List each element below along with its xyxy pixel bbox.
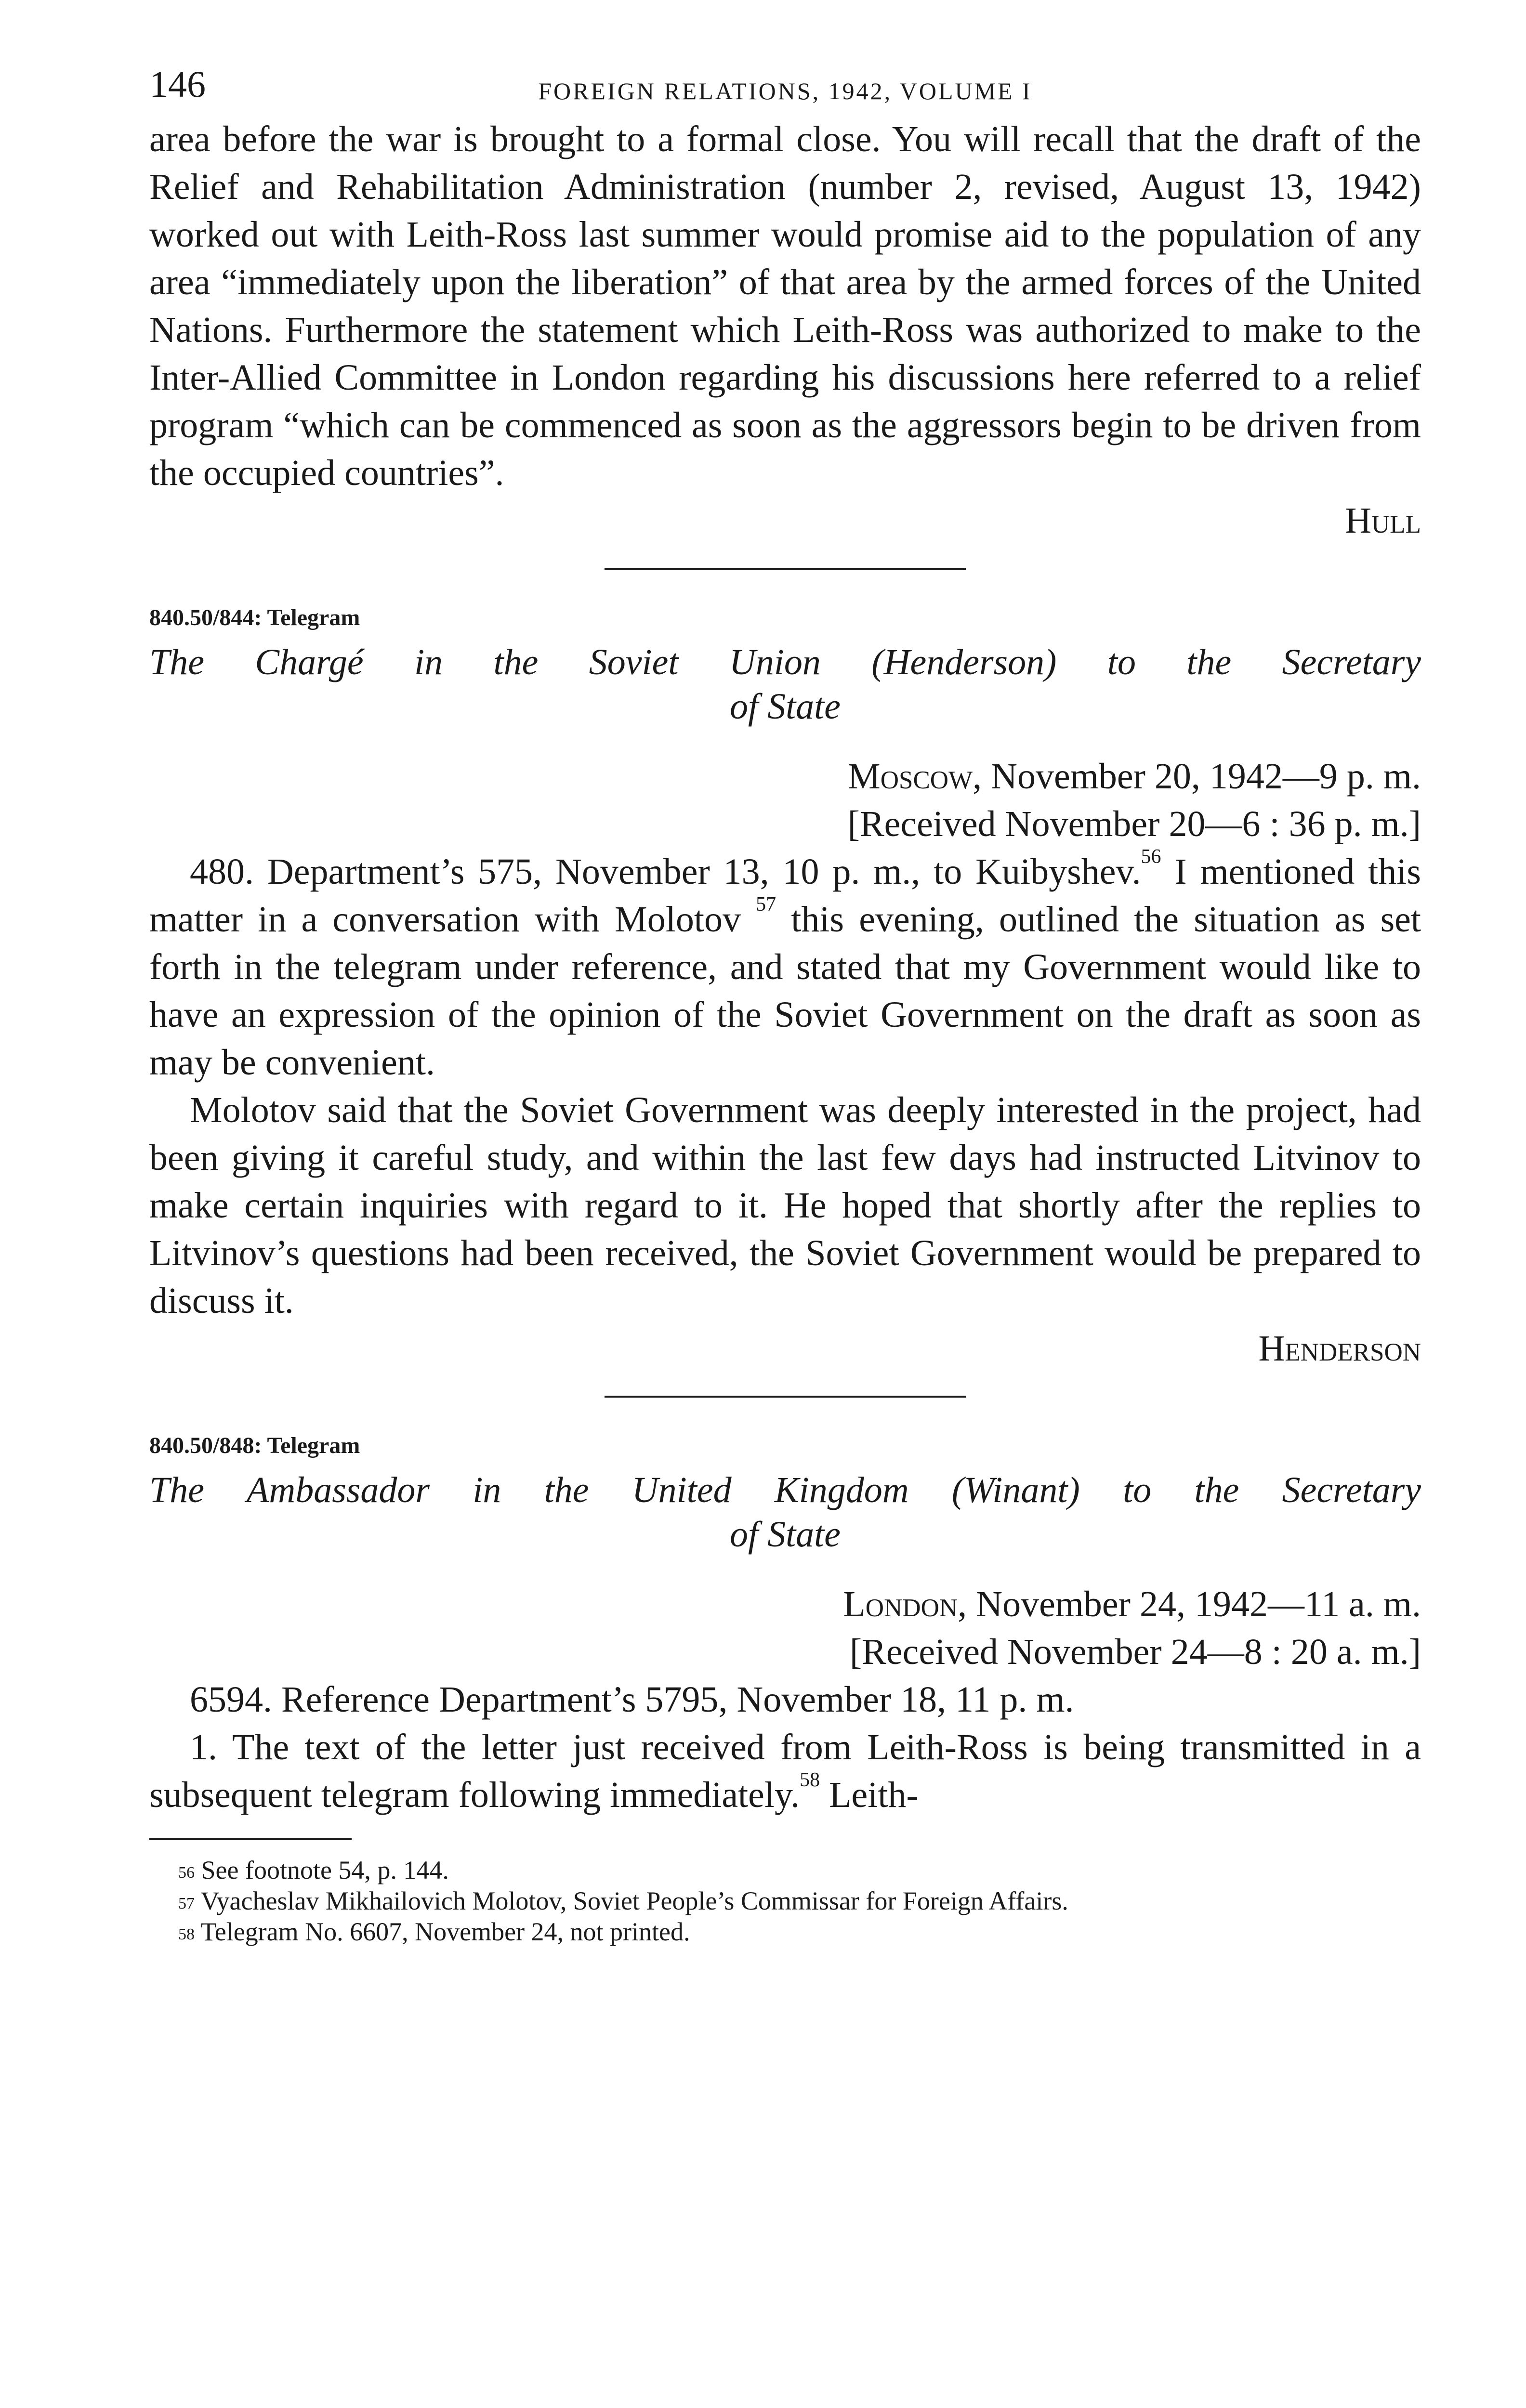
doc2-p2-before: 1. The text of the letter just received from Leith-Ross is being transmitted in a subsequent telegram following immediately.	[149, 1727, 1421, 1815]
footnote-divider	[149, 1838, 352, 1840]
footnote-text: See footnote 54, p. 144.	[201, 1856, 449, 1885]
doc1-file-number: 840.50/844	[149, 605, 254, 630]
doc2-file-reference	[149, 1426, 1421, 1465]
doc2-heading-line1: The Ambassador in the United Kingdom (Winant) to the Secretary	[149, 1470, 1421, 1510]
footnote-marker-56: 56	[1141, 846, 1161, 868]
footnote-number: 58	[178, 1925, 195, 1943]
doc2-heading	[149, 1468, 1421, 1557]
doc1-heading-line1: The Chargé in the Soviet Union (Henderson) to the Secretary	[149, 642, 1421, 682]
intro-paragraph: area before the war is brought to a formal close. You will recall that the draft of the Relief and Rehabilitation Administration (number 2, revised, August 13, 1942) worked out with Leith-Ross last summer would promise aid to the population of any area “immediately upon the liberation” of that area by the armed forces of the United Nations. Furthermore the statement which Leith-Ross was authorized to make to the Inter-Allied Committee in London regarding his discussions here referred to a relief program “which can be commenced as soon as the aggressors begin to be driven from the occupied countries”.	[149, 119, 1421, 493]
doc2-heading-line2: of State	[729, 1514, 841, 1555]
doc1-heading	[149, 640, 1421, 729]
footnote-number: 56	[178, 1864, 195, 1882]
doc1-dateline	[149, 753, 1421, 800]
section-divider	[605, 1396, 966, 1398]
footnote-57	[149, 1885, 1421, 1916]
doc1-paragraph-2: Molotov said that the Soviet Government was deeply interested in the project, had been giving it careful study, and within the last few days had instructed Litvinov to make certain inquiries with regard to it. He hoped that shortly after the replies to Litvinov’s questions had been received, the Soviet Government would be prepared to discuss it.	[149, 1090, 1421, 1321]
footnote-text: Vyacheslav Mikhailovich Molotov, Soviet People’s Commissar for Foreign Affairs.	[200, 1886, 1068, 1915]
doc1-dateline-city: Moscow,	[848, 756, 982, 797]
doc1-paragraph-1	[149, 848, 1421, 1086]
doc1-file-reference	[149, 599, 1421, 637]
doc2-dateline-city: London,	[843, 1584, 967, 1624]
doc2-paragraph-2	[149, 1724, 1421, 1819]
doc1-dateline-date: November 20, 1942—9 p. m.	[982, 756, 1421, 797]
doc2-file-type: : Telegram	[254, 1433, 360, 1458]
footnote-56	[149, 1855, 1421, 1885]
doc2-paragraph-1: 6594. Reference Department’s 5795, November 18, 11 p. m.	[190, 1679, 1074, 1720]
doc2-file-number: 840.50/848	[149, 1433, 254, 1458]
footnote-text: Telegram No. 6607, November 24, not printed.	[200, 1917, 690, 1946]
doc1-received: [Received November 20—6 : 36 p. m.]	[847, 804, 1421, 844]
footnote-marker-57: 57	[756, 893, 776, 916]
page-number: 146	[149, 63, 206, 105]
signature-henderson: Henderson	[1258, 1328, 1421, 1369]
doc2-received: [Received November 24—8 : 20 a. m.]	[849, 1632, 1421, 1672]
section-divider	[605, 568, 966, 570]
doc2-dateline	[149, 1581, 1421, 1628]
signature-hull: Hull	[1345, 500, 1421, 541]
document-page	[149, 63, 1421, 1947]
doc1-p1-after: this evening, outlined the situation as set forth in the telegram under reference, and stated that my Government would like to have an expression of the opinion of the Soviet Government on the draft as soon as may be convenient.	[149, 899, 1421, 1083]
running-head	[149, 63, 1421, 116]
doc1-p1-mid: I mentioned this matter in a conversation with Molotov	[149, 851, 1421, 940]
doc1-file-type: : Telegram	[254, 605, 360, 630]
doc2-p2-after: Leith-	[820, 1775, 919, 1815]
running-title: FOREIGN RELATIONS, 1942, VOLUME I	[538, 78, 1032, 105]
doc1-heading-line2: of State	[729, 686, 841, 727]
doc1-p1-before: 480. Department’s 575, November 13, 10 p. m., to Kuibyshev.	[190, 851, 1141, 892]
footnote-58	[149, 1916, 1421, 1947]
doc2-dateline-date: November 24, 1942—11 a. m.	[967, 1584, 1421, 1624]
footnote-number: 57	[178, 1895, 195, 1912]
footnote-marker-58: 58	[800, 1769, 820, 1791]
